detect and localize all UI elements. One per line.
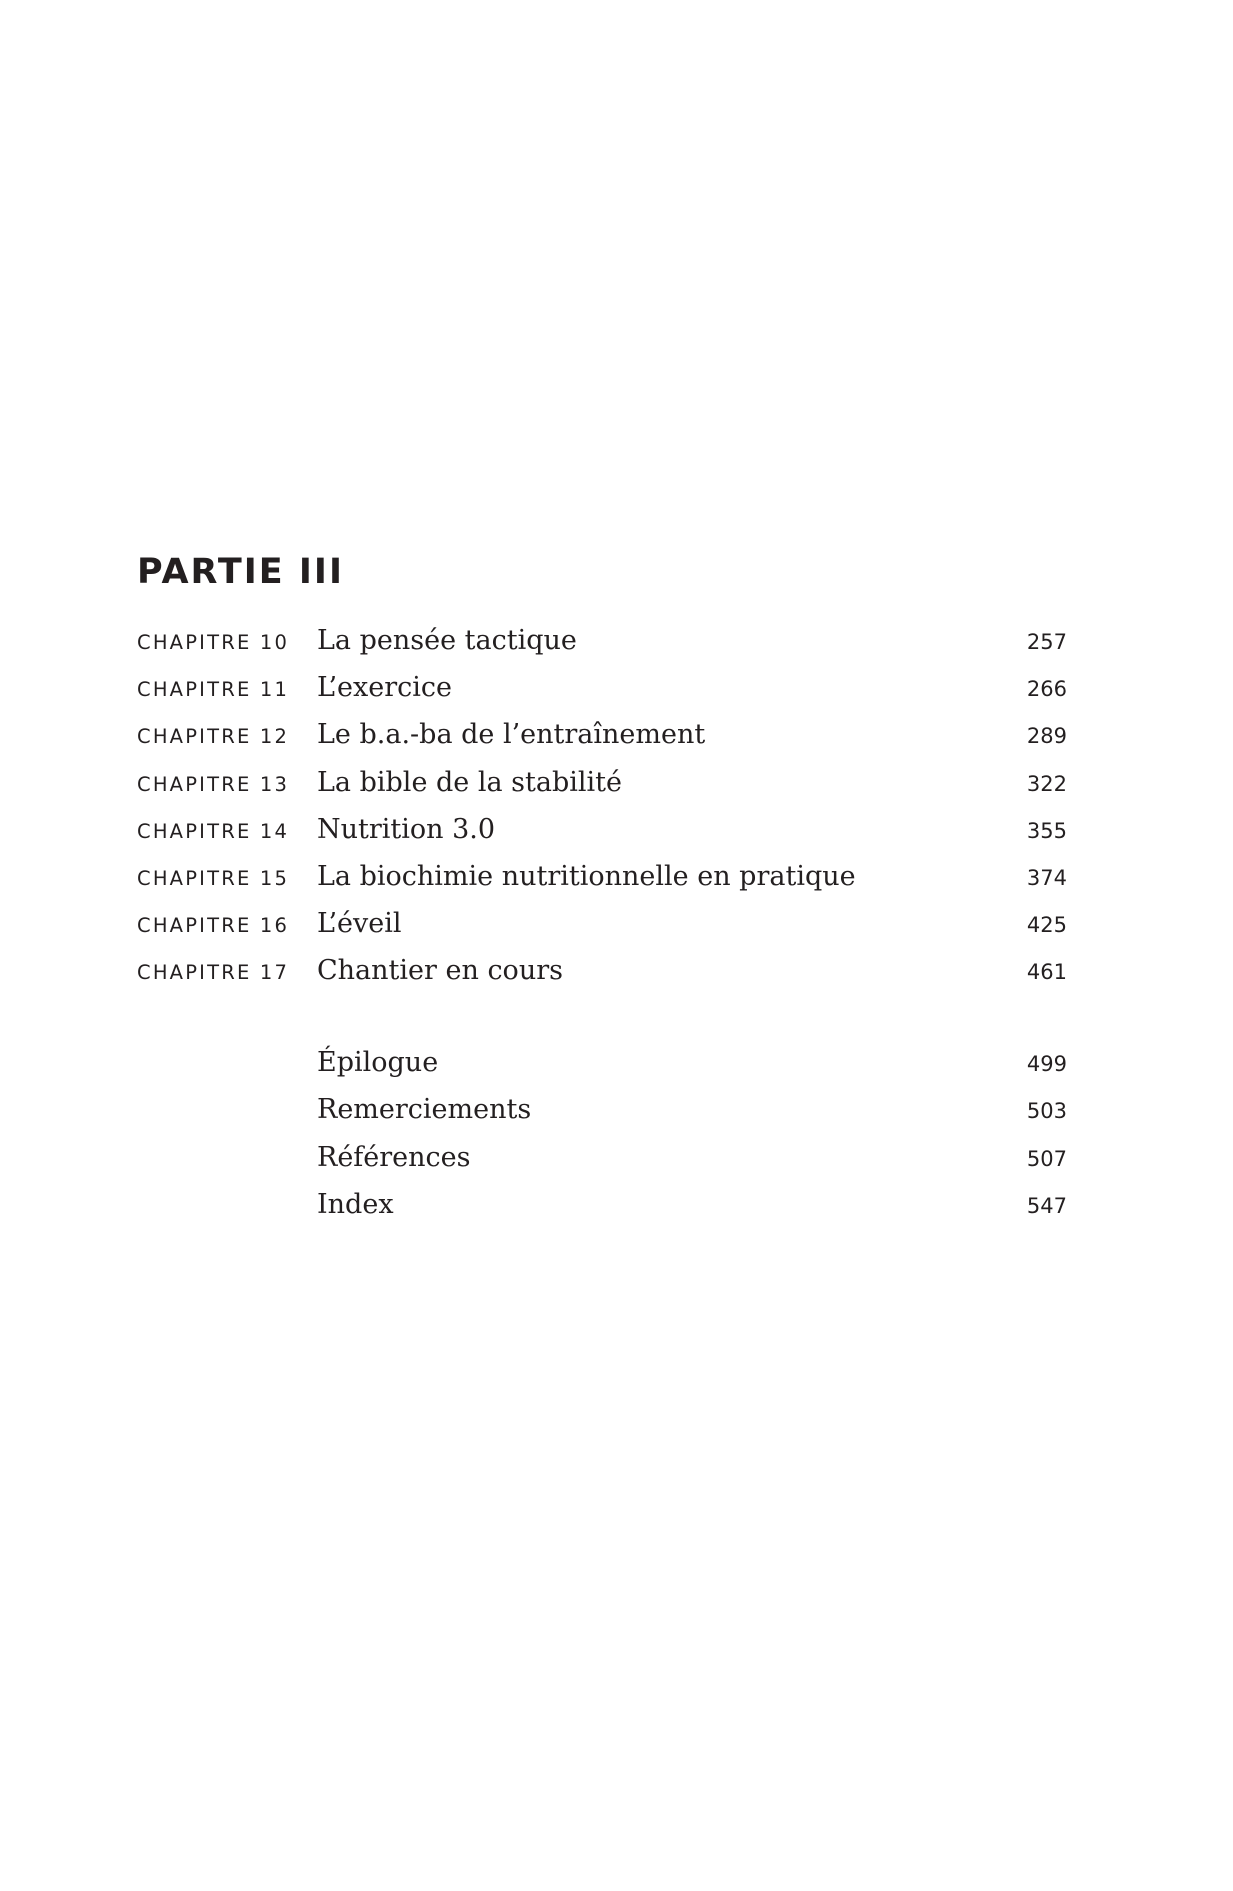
chapter-title: Nutrition 3.0 [317,814,496,845]
back-matter-page-number: 547 [1026,1194,1067,1218]
chapter-title: Le b.a.-ba de l’entraînement [317,719,706,750]
chapter-page-number: 355 [1026,819,1067,843]
back-matter-title: Épilogue [317,1047,439,1078]
toc-row-chapter-14 [0,809,1233,849]
chapter-title: L’éveil [317,908,402,939]
chapter-label: CHAPITRE 16 [137,914,290,937]
chapter-label: CHAPITRE 10 [137,631,290,654]
toc-row-chapter-16 [0,903,1233,943]
chapter-page-number: 266 [1026,677,1067,701]
back-matter-title: Références [317,1142,471,1173]
chapter-page-number: 461 [1026,960,1067,984]
chapter-label: CHAPITRE 12 [137,725,290,748]
chapter-page-number: 374 [1026,866,1067,890]
chapter-title: La pensée tactique [317,625,577,656]
toc-row-chapter-17 [0,950,1233,990]
toc-row-chapter-10 [0,620,1233,660]
back-matter-page-number: 507 [1026,1147,1067,1171]
toc-row-chapter-13 [0,762,1233,802]
toc-row-references [0,1137,1233,1177]
toc-row-chapter-11 [0,667,1233,707]
chapter-title: Chantier en cours [317,955,563,986]
chapter-page-number: 289 [1026,724,1067,748]
chapter-page-number: 322 [1026,772,1067,796]
chapter-label: CHAPITRE 17 [137,961,290,984]
chapter-page-number: 425 [1026,913,1067,937]
back-matter-title: Index [317,1189,394,1220]
chapter-title: La bible de la stabilité [317,767,622,798]
back-matter-page-number: 499 [1026,1052,1067,1076]
back-matter-page-number: 503 [1026,1099,1067,1123]
chapter-title: L’exercice [317,672,452,703]
toc-row-index [0,1184,1233,1224]
chapter-label: CHAPITRE 14 [137,820,290,843]
toc-row-chapter-15 [0,856,1233,896]
toc-row-chapter-12 [0,714,1233,754]
toc-row-acknowledgements [0,1089,1233,1129]
chapter-label: CHAPITRE 11 [137,678,290,701]
part-title: PARTIE III [137,552,344,592]
back-matter-title: Remerciements [317,1094,532,1125]
chapter-label: CHAPITRE 15 [137,867,290,890]
chapter-page-number: 257 [1026,630,1067,654]
toc-row-epilogue [0,1042,1233,1082]
chapter-title: La biochimie nutritionnelle en pratique [317,861,856,892]
chapter-label: CHAPITRE 13 [137,773,290,796]
